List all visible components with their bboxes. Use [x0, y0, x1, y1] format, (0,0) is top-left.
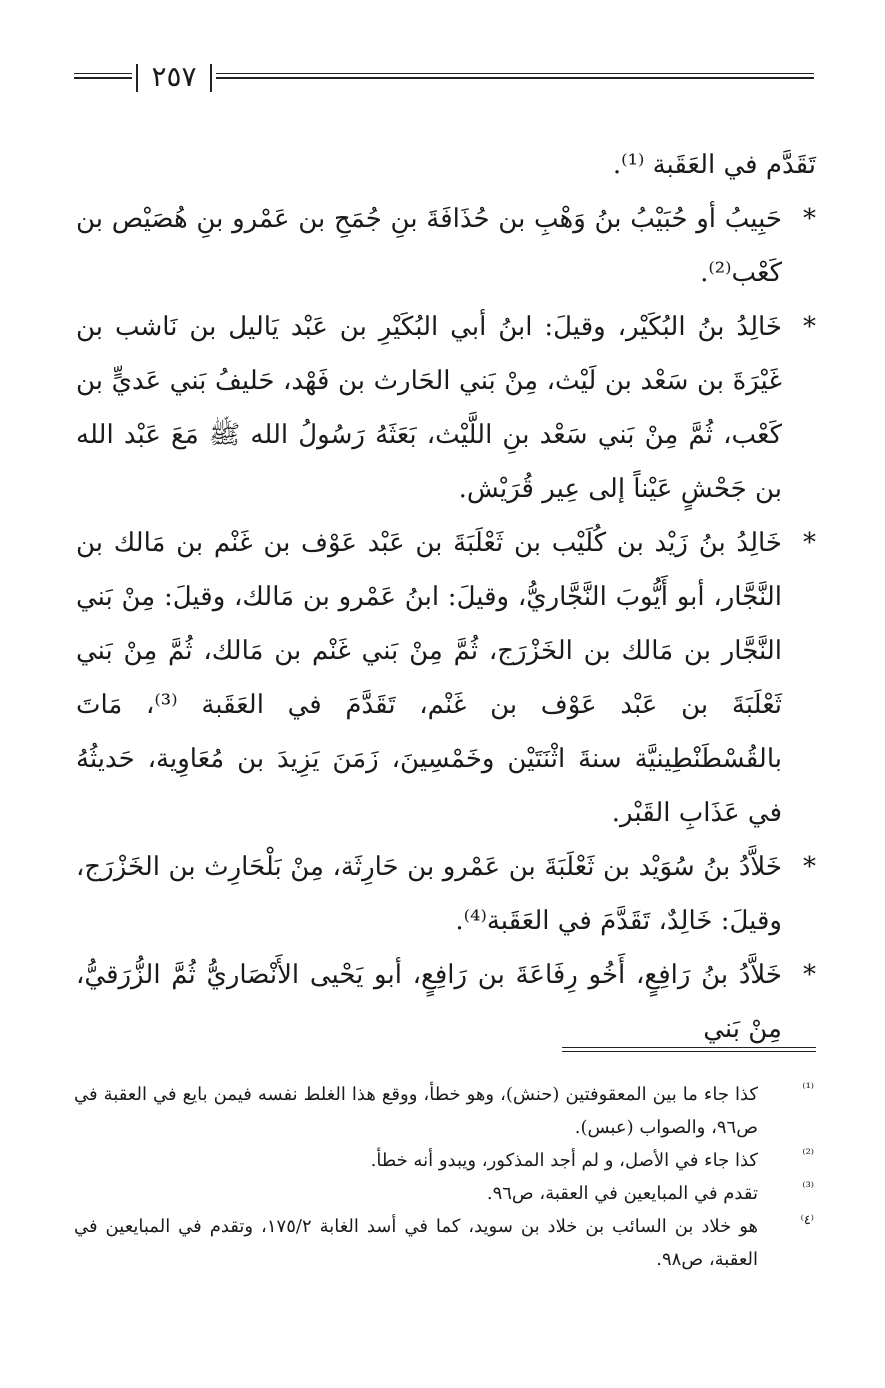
continuation-paragraph: [76, 138, 816, 192]
header-rule-left: [74, 73, 132, 78]
header-rule-right: [216, 73, 814, 78]
entry-text: خَالِدُ بنُ زَيْد بن كُلَيْب بن ثَعْلَبَةَ بن عَبْد عَوْف بن غَنْم بن مَالك بن النَّجَّار، أبو أَيُّوبَ النَّجَّاريُّ، وقيلَ: ابنُ عَمْرو بن مَالك، وقيلَ: مِنْ بَني النَّجَّار بن مَالك بن الخَزْرَج، ثُمَّ مِنْ بَني غَنْم بن مَالك، ثُمَّ مِنْ بَني ثَعْلَبَةَ بن عَبْد عَوْف بن غَنْم، تَقَدَّمَ في العَقَبة ⁽³⁾، مَاتَ بالقُسْطَنْطِينيَّة سنةَ اثْنَتَيْن وخَمْسِينَ، زَمَنَ يَزِيدَ بن مُعَاوِية، حَديثُهُ في عَذَابِ القَبْر.: [76, 528, 782, 828]
footnote-text: كذا جاء في الأصل، و لم أجد المذكور، ويبدو أنه خطأ.: [370, 1150, 758, 1171]
page-number: ٢٥٧: [151, 60, 197, 93]
page-header: [74, 60, 814, 94]
footnote-number: ⁽¹⁾: [802, 1081, 814, 1096]
footnote: [74, 1177, 814, 1210]
header-divider: [210, 64, 212, 92]
footnote: [74, 1078, 814, 1144]
entry-marker: *: [803, 528, 816, 558]
footnote-number: ⁽²⁾: [802, 1147, 814, 1162]
biography-entry: [76, 192, 816, 300]
footnote-text: كذا جاء ما بين المعقوفتين (حنش)، وهو خطأ، ووقع هذا الغلط نفسه فيمن بايع في العقبة في ص٩٦، والصواب (عبس).: [74, 1084, 758, 1138]
footnote-number: ⁽٤⁾: [800, 1213, 814, 1228]
biography-entry: [76, 948, 816, 1056]
biography-entry: [76, 300, 816, 516]
footnote: [74, 1144, 814, 1177]
header-divider: [136, 64, 138, 92]
footnote-separator: [562, 1047, 816, 1052]
biography-entry: [76, 516, 816, 840]
footnotes: [74, 1078, 814, 1276]
footnote-number: ⁽³⁾: [802, 1180, 814, 1195]
entry-marker: *: [803, 204, 816, 234]
entry-marker: *: [803, 312, 816, 342]
footnote-text: تقدم في المبايعين في العقبة، ص٩٦.: [486, 1183, 758, 1204]
footnote-text: هو خلاد بن السائب بن خلاد بن سويد، كما في أسد الغابة ١٧٥/٢، وتقدم في المبايعين في العقبة، ص٩٨.: [74, 1216, 759, 1270]
entry-marker: *: [803, 852, 816, 882]
entry-text: خَلاَّدُ بنُ سُوَيْد بن ثَعْلَبَةَ بن عَمْرو بن حَارِثَة، مِنْ بَلْحَارِث بن الخَزْرَج، وقيلَ: خَالِدٌ، تَقَدَّمَ في العَقَبة⁽⁴⁾.: [76, 852, 782, 936]
entry-text: حَبِيبُ أو حُبَيْبُ بنُ وَهْبِ بن حُذَافَةَ بنِ جُمَحِ بن عَمْرو بنِ هُصَيْص بن كَعْب⁽²⁾.: [76, 204, 782, 288]
entry-marker: *: [803, 960, 816, 990]
biography-entry: [76, 840, 816, 948]
main-text: [76, 138, 816, 1056]
footnote: [74, 1210, 814, 1276]
entry-text: تَقَدَّم في العَقَبة ⁽¹⁾.: [612, 150, 816, 180]
entry-text: خَلاَّدُ بنُ رَافِعٍ، أَخُو رِفَاعَةَ بن رَافِعٍ، أبو يَحْيى الأَنْصَاريُّ ثُمَّ الزُّرَقيُّ، مِنْ بَني: [76, 960, 782, 1044]
entry-text: خَالِدُ بنُ البُكَيْر، وقيلَ: ابنُ أبي البُكَيْرِ بن عَبْد يَاليل بن نَاشب بن غَيْرَةَ بن سَعْد بن لَيْث، مِنْ بَني الحَارث بن فَهْد، حَليفُ بَني عَديٍّ بن كَعْب، ثُمَّ مِنْ بَني سَعْد بنِ اللَّيْث، بَعَثَهُ رَسُولُ الله ﷺ مَعَ عَبْد الله بن جَحْشٍ عَيْناً إلى عِير قُرَيْش.: [76, 312, 782, 504]
